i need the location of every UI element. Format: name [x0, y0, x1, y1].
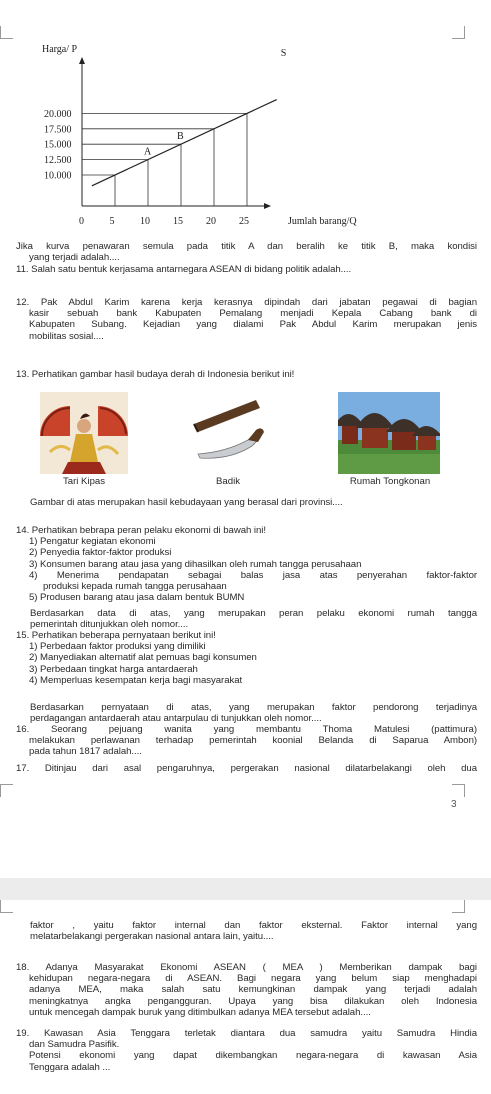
- q19-line: Tenggara adalah ...: [29, 1061, 111, 1073]
- q15-item: 4) Memperluas kesempatan kerja bagi masyarakat: [29, 674, 243, 686]
- y-tick-label: 10.000: [44, 170, 72, 182]
- x-axis-arrow: [264, 203, 271, 209]
- q16-line: pada tahun 1817 adalah....: [29, 746, 142, 758]
- chart-svg: [30, 40, 410, 240]
- q15-stem: 15. Perhatikan beberapa pernyataan berikut ini!: [16, 630, 216, 641]
- q14-question-line: Berdasarkan data di atas, yang merupakan peran pelaku ekonomi rumah tangga: [30, 608, 477, 619]
- crop-mark: [0, 26, 13, 39]
- caption-tari-kipas: Tari Kipas: [62, 476, 106, 487]
- badik-photo: [190, 394, 266, 472]
- q14-item: 2) Penyedia faktor-faktor produksi: [29, 547, 172, 559]
- q10-line: yang terjadi adalah....: [29, 252, 120, 264]
- crop-mark: [452, 900, 465, 913]
- question-13-text: Gambar di atas merupakan hasil kebudayaan yang berasal dari provinsi....: [30, 497, 343, 508]
- q15-question-line: Berdasarkan pernyataan di atas, yang merupakan faktor pendorong terjadinya: [30, 702, 477, 713]
- y-tick-label: 12.500: [44, 155, 72, 167]
- y-tick-label: 15.000: [44, 139, 72, 151]
- x-tick-label: 20: [206, 216, 216, 227]
- q16-line: melakukan perlawanan terhadap pemerintah koonial Belanda di Saparua Ambon): [29, 735, 477, 747]
- question-15-text: [30, 702, 477, 724]
- crop-mark: [0, 784, 13, 797]
- point-label-b: B: [177, 131, 184, 143]
- question-17-continued: [30, 920, 477, 942]
- tari-kipas-photo: [40, 392, 128, 474]
- q14-question-line: pemerintah ditunjukkan oleh nomor....: [30, 619, 189, 631]
- y-tick-label: 17.500: [44, 124, 72, 136]
- q18-line: kehidupan negara-negara di ASEAN. Bagi negara yang belum siap menghadapi: [29, 973, 477, 985]
- q12-line: kasir sebuah bank Kabupaten Pemalang menjadi Kepala Cabang bank di: [29, 308, 477, 320]
- y-axis-arrow: [79, 57, 85, 64]
- q14-item: 1) Pengatur kegiatan ekonomi: [29, 536, 156, 548]
- q19-line: 19. Kawasan Asia Tenggara terletak diantara dua samudra yaitu Samudra Hindia: [16, 1028, 477, 1039]
- supply-curve-line: [92, 100, 277, 186]
- question-14-text: [30, 608, 477, 630]
- question-19: [16, 1028, 477, 1073]
- curve-label-s: S: [280, 48, 287, 59]
- question-17-start: 17. Ditinjau dari asal pengaruhnya, pergerakan nasional dilatarbelakangi oleh dua: [16, 763, 477, 774]
- caption-badik: Badik: [216, 476, 240, 487]
- question-14: [16, 525, 477, 603]
- question-11: 11. Salah satu bentuk kerjasama antarnegara ASEAN di bidang politik adalah....: [16, 264, 352, 275]
- question-18: [16, 962, 477, 1018]
- crop-mark: [452, 26, 465, 39]
- x-axis-label: Jumlah barang/Q: [288, 216, 357, 227]
- q18-line: meningkatnya angka pengangguran. Upaya yang bisa dilakukan oleh Indonesia: [29, 995, 477, 1007]
- caption-rumah-tongkonan: Rumah Tongkonan: [349, 476, 431, 487]
- x-tick-label: 15: [173, 216, 183, 227]
- q18-line: adanya MEA, maka salah satu kemungkinan dampak yang terjadi adalah: [29, 984, 477, 996]
- q14-item: 4) Menerima pendapatan sebagai balas jasa atas penyerahan faktor-faktor: [29, 569, 477, 581]
- q10-line: Jika kurva penawaran semula pada titik A dan beralih ke titik B, maka kondisi: [16, 241, 477, 252]
- crop-mark: [0, 900, 13, 913]
- q12-line: Kabupaten Subang. Kejadian yang dialami Pak Abdul Karim merupakan jenis: [29, 319, 477, 331]
- supply-curve-chart: [30, 40, 410, 240]
- q14-item-cont: produksi kepada rumah tangga perusahaan: [43, 581, 227, 593]
- q17-line: faktor , yaitu faktor internal dan faktor eksternal. Faktor internal yang: [30, 920, 477, 931]
- q15-item: 2) Manyediakan alternatif alat pemuas bagi konsumen: [29, 652, 257, 664]
- question-15: [16, 630, 477, 686]
- page-gap: [0, 878, 491, 900]
- worksheet-page-2: [0, 900, 491, 1094]
- q15-question-line: perdagangan antardaerah atau antarpulau di tunjukkan oleh nomor....: [30, 713, 322, 725]
- y-axis-label: Harga/ P: [42, 44, 78, 55]
- q15-item: 3) Perbedaan tingkat harga antardaerah: [29, 663, 198, 675]
- q14-item: 5) Produsen barang atau jasa dalam bentuk BUMN: [29, 592, 245, 604]
- q14-stem: 14. Perhatikan bebrapa peran pelaku ekonomi di bawah ini!: [16, 525, 266, 536]
- q12-line: mobilitas sosial....: [29, 330, 104, 342]
- question-16: [16, 724, 477, 758]
- q14-item: 3) Konsumen barang atau jasa yang dihasilkan oleh rumah tangga perusahaan: [29, 558, 362, 570]
- q17-line: melatarbelakangi pergerakan nasional antara lain, yaitu....: [30, 931, 274, 943]
- q19-line: Potensi ekonomi yang dapat dikembangkan negara-negara di kawasan Asia: [29, 1050, 477, 1062]
- question-12: [16, 297, 477, 342]
- q12-line: 12. Pak Abdul Karim karena kerja kerasnya dipindah dari jabatan pegawai di bagian: [16, 297, 477, 308]
- page-number: 3: [451, 799, 457, 810]
- crop-mark: [452, 784, 465, 797]
- point-label-a: A: [144, 146, 152, 158]
- q18-line: 18. Adanya Masyarakat Ekonomi ASEAN ( MEA ) Memberikan dampak bagi: [16, 962, 477, 973]
- x-tick-label: 5: [109, 216, 115, 227]
- q18-line: untuk mencegah dampak buruk yang ditimbulkan adanya MEA tersebut adalah....: [29, 1006, 371, 1018]
- y-tick-label: 20.000: [44, 108, 72, 120]
- q19-line: dan Samudra Pasifik.: [29, 1039, 120, 1051]
- x-tick-label: 0: [79, 216, 84, 227]
- x-tick-label: 25: [239, 216, 249, 227]
- rumah-tongkonan-photo: [338, 392, 440, 474]
- q16-line: 16. Seorang pejuang wanita yang membantu Thoma Matulesi (pattimura): [16, 724, 477, 735]
- x-tick-label: 10: [140, 216, 150, 227]
- q15-item: 1) Perbedaan faktor produksi yang dimiliki: [29, 641, 206, 653]
- question-13-stem: 13. Perhatikan gambar hasil budaya derah di Indonesia berikut ini!: [16, 369, 295, 380]
